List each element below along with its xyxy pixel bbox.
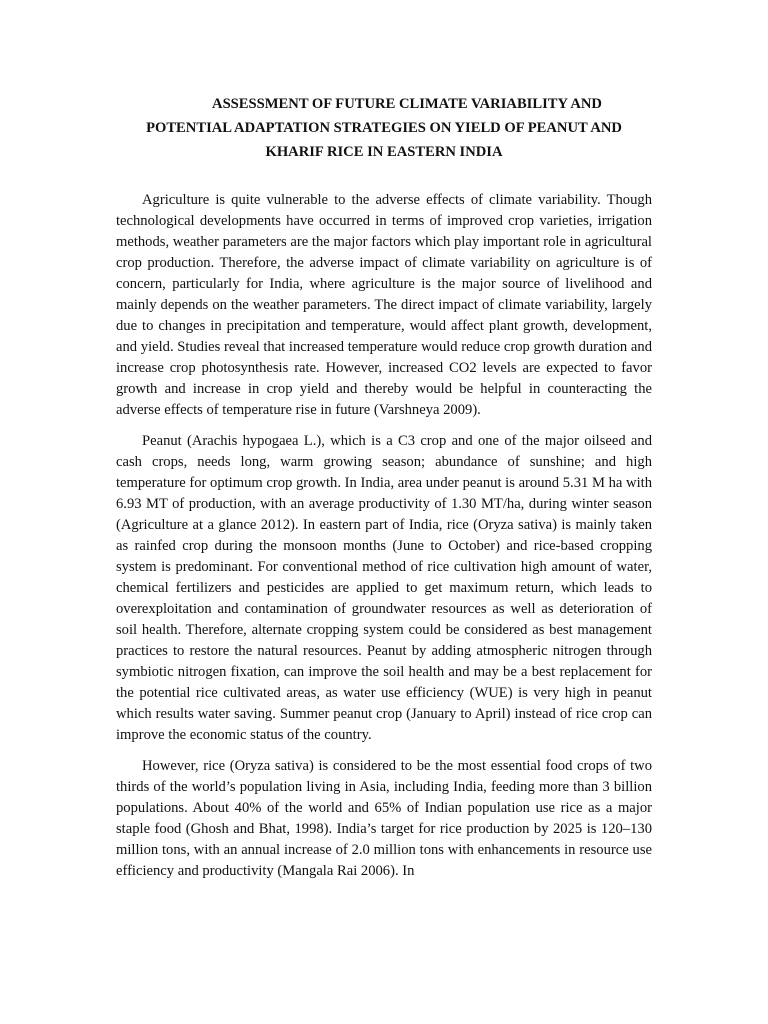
document-title [116, 92, 652, 164]
paragraph-1: Agriculture is quite vulnerable to the adverse effects of climate variability. Though technological developments have occurred in terms of improved crop varieties, irrigation methods, weather parameters are the major factors which play important role in agricultural crop production. Therefore, the adverse impact of climate variability on agriculture is of concern, particularly for India, where agriculture is the major source of livelihood and mainly depends on the weather parameters. The direct impact of climate variability, largely due to changes in precipitation and temperature, would affect plant growth, development, and yield. Studies reveal that increased temperature would reduce crop growth duration and increase crop photosynthesis rate. However, increased CO2 levels are expected to favor growth and increase in crop yield and thereby would be helpful in counteracting the adverse effects of temperature rise in future (Varshneya 2009). [116, 192, 652, 418]
paragraph-2: Peanut (Arachis hypogaea L.), which is a C3 crop and one of the major oilseed and cash crops, needs long, warm growing season; abundance of sunshine; and high temperature for optimum crop growth. In India, area under peanut is around 5.31 M ha with 6.93 MT of production, with an average productivity of 1.30 MT/ha, during winter season (Agriculture at a glance 2012). In eastern part of India, rice (Oryza sativa) is mainly taken as rainfed crop during the monsoon months (June to October) and rice-based cropping system is predominant. For conventional method of rice cultivation high amount of water, chemical fertilizers and pesticides are applied to get maximum return, which leads to overexploitation and contamination of groundwater resources as well as deterioration of soil health. Therefore, alternate cropping system could be considered as best management practices to restore the natural resources. Peanut by adding atmospheric nitrogen through symbiotic nitrogen fixation, can improve the soil health and may be a best replacement for the potential rice cultivated areas, as water use efficiency (WUE) is very high in peanut which results water saving. Summer peanut crop (January to April) instead of rice crop can improve the economic status of the country. [116, 433, 652, 743]
paragraph-3: However, rice (Oryza sativa) is considered to be the most essential food crops of two thirds of the world’s population living in Asia, including India, feeding more than 3 billion populations. About 40% of the world and 65% of Indian population use rice as a major staple food (Ghosh and Bhat, 1998). India’s target for rice production by 2025 is 120–130 million tons, with an annual increase of 2.0 million tons with enhancements in resource use efficiency and productivity (Mangala Rai 2006). In [116, 758, 652, 879]
title-line-1: ASSESSMENT OF FUTURE CLIMATE VARIABILITY AND [212, 96, 602, 112]
title-line-3: KHARIF RICE IN EASTERN INDIA [265, 144, 503, 160]
document-body [116, 190, 652, 892]
title-line-2: POTENTIAL ADAPTATION STRATEGIES ON YIELD OF PEANUT AND [146, 120, 622, 136]
